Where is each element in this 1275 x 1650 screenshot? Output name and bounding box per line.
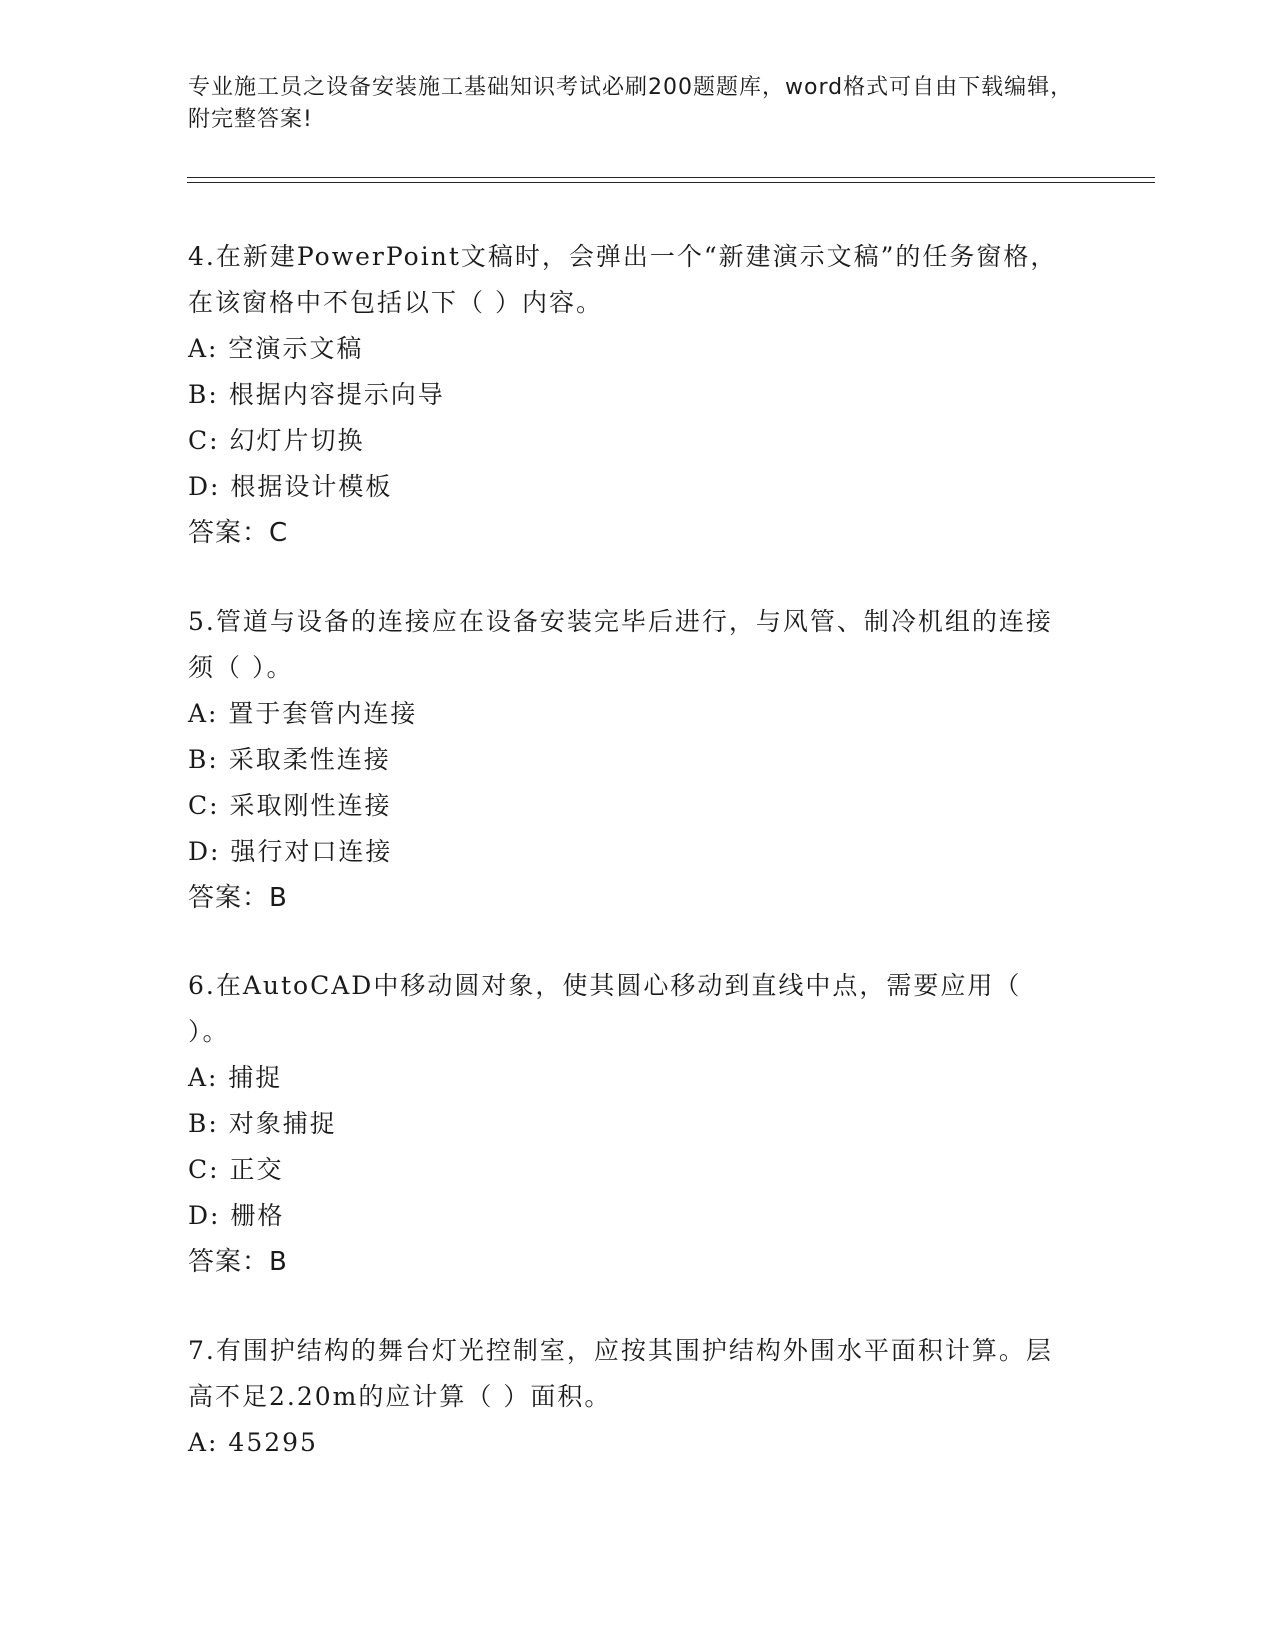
header-divider-bottom: [187, 182, 1155, 183]
question-stem: 5.管道与设备的连接应在设备安装完毕后进行，与风管、制冷机组的连接须（ ）。: [188, 607, 1053, 682]
option-b: B: 对象捕捉: [188, 1109, 337, 1138]
question-4: [188, 234, 1068, 556]
question-stem: 7.有围护结构的舞台灯光控制室，应按其围护结构外围水平面积计算。层高不足2.20m的应计算（ ）面积。: [188, 1336, 1053, 1411]
option-c: C: 幻灯片切换: [188, 426, 365, 455]
document-header: 专业施工员之设备安装施工基础知识考试必刷200题题库，word格式可自由下载编辑，附完整答案!: [188, 75, 1074, 132]
question-stem: 6.在AutoCAD中移动圆对象，使其圆心移动到直线中点，需要应用（ ）。: [188, 971, 1022, 1046]
answer: 答案：B: [188, 1247, 288, 1277]
option-a: A: 捕捉: [188, 1063, 283, 1092]
option-d: D: 强行对口连接: [188, 837, 393, 866]
question-5: [188, 599, 1068, 921]
answer: 答案：C: [188, 518, 289, 548]
option-d: D: 栅格: [188, 1201, 285, 1230]
option-c: C: 正交: [188, 1155, 284, 1184]
option-c: C: 采取刚性连接: [188, 791, 392, 820]
header-divider-top: [187, 177, 1155, 178]
option-b: B: 根据内容提示向导: [188, 380, 445, 409]
option-b: B: 采取柔性连接: [188, 745, 391, 774]
option-a: A: 空演示文稿: [188, 334, 364, 363]
option-d: D: 根据设计模板: [188, 472, 393, 501]
answer: 答案：B: [188, 883, 288, 913]
question-7: [188, 1328, 1068, 1466]
question-6: [188, 963, 1068, 1285]
option-a: A: 45295: [188, 1428, 318, 1457]
question-stem: 4.在新建PowerPoint文稿时，会弹出一个“新建演示文稿”的任务窗格，在该窗格中不包括以下（ ）内容。: [188, 242, 1058, 317]
option-a: A: 置于套管内连接: [188, 699, 418, 728]
